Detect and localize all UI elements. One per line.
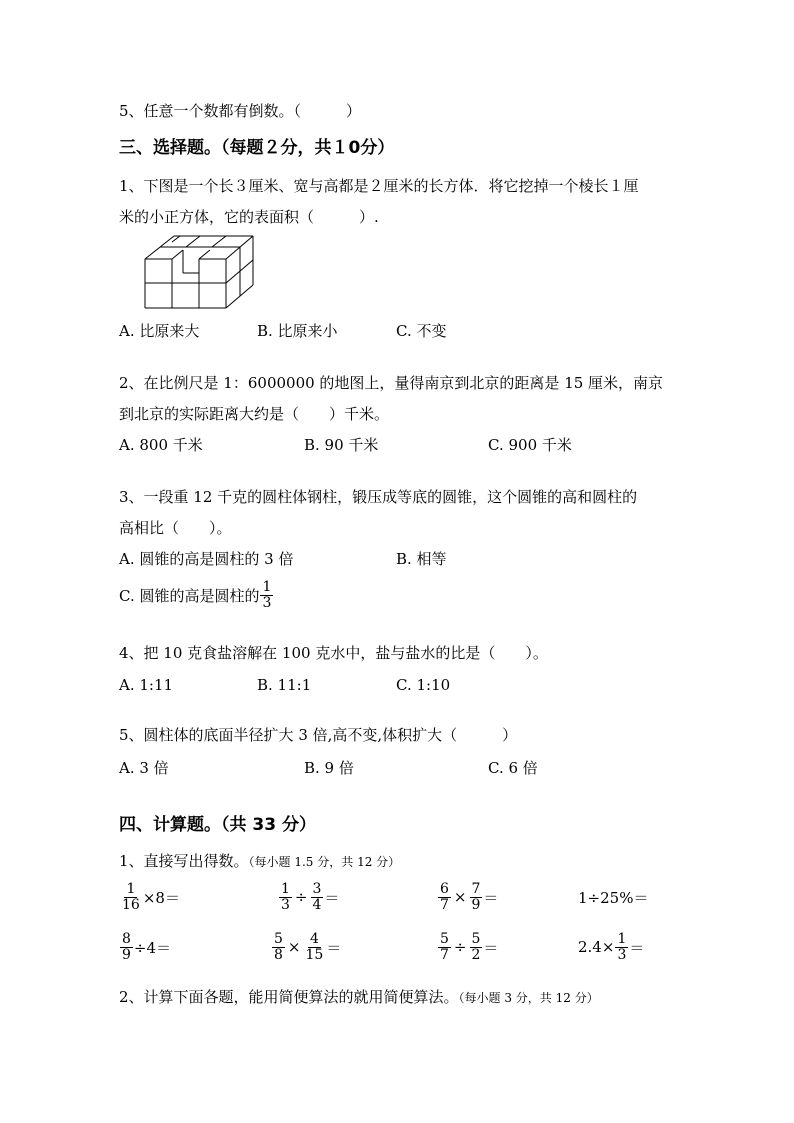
s3-q2-option-a: A. 800 千米 — [119, 436, 203, 454]
section-3-title: 三、选择题。（每题２分，共１0分） — [119, 138, 395, 158]
s3-q3-option-c — [119, 578, 274, 612]
fraction: $\frac{5}{7}$ — [440, 930, 449, 963]
section-4-title: 四、计算题。（共 33 分） — [119, 815, 316, 835]
s3-q1-line1: 1、下图是一个长３厘米、宽与高都是２厘米的长方体．将它挖掉一个棱长１厘 — [119, 177, 639, 195]
s3-q4-option-c: C. 1:10 — [396, 676, 451, 694]
s4-q1-note: （每小题 1.5 分，共 12 分） — [248, 855, 401, 869]
s3-q5-option-c: C. 6 倍 — [488, 759, 538, 777]
fraction: $\frac{1}{3}$ — [281, 880, 290, 913]
s3-q5-option-a: A. 3 倍 — [119, 759, 169, 777]
s4-q1-label: 1、直接写出得数。 — [119, 852, 249, 870]
expr-4: 1÷25%＝ — [578, 888, 649, 907]
s3-q4-option-a: A. 1:11 — [119, 676, 174, 694]
s3-q1-option-b: B. 比原来小 — [257, 322, 338, 340]
s3-q3-option-a: A. 圆锥的高是圆柱的 3 倍 — [119, 550, 294, 568]
s4-q1 — [119, 851, 400, 872]
fraction: $\frac{1}{3}$ — [262, 578, 272, 611]
expr-3: $\frac{6}{7}$ × $\frac{7}{9}$ ＝ — [440, 880, 499, 913]
s3-q1-option-a: A. 比原来大 — [119, 322, 200, 340]
s3-q3-option-b: B. 相等 — [396, 550, 447, 568]
fraction: $\frac{7}{9}$ — [471, 880, 481, 913]
expr-5: $\frac{8}{9}$ ÷4＝ — [122, 930, 172, 963]
cuboid-figure — [140, 232, 265, 312]
tf-question-5: 5、任意一个数都有倒数。（ ） — [119, 102, 362, 120]
fraction: $\frac{1}{3}$ — [617, 930, 627, 963]
fraction: $\frac{3}{4}$ — [312, 880, 322, 913]
fraction: $\frac{5}{8}$ — [274, 930, 283, 963]
s3-q4-line1: 4、把 10 克食盐溶解在 100 克水中，盐与盐水的比是（ ）。 — [119, 644, 548, 662]
fraction: $\frac{8}{9}$ — [122, 930, 131, 963]
expr-7: $\frac{5}{7}$ ÷ $\frac{5}{2}$ ＝ — [440, 930, 499, 963]
fraction: $\frac{1}{16}$ — [122, 880, 140, 913]
s3-q5-line1: 5、圆柱体的底面半径扩大 3 倍,高不变,体积扩大（ ） — [119, 726, 518, 744]
s3-q2-option-b: B. 90 千米 — [304, 436, 379, 454]
s3-q2-line1: 2、在比例尺是 1：6000000 的地图上，量得南京到北京的距离是 15 厘米，南京 — [119, 374, 664, 392]
s3-q3-line2: 高相比（ ）。 — [119, 519, 232, 537]
s3-q2-option-c: C. 900 千米 — [488, 436, 572, 454]
s4-q2-note: （每小题 3 分，共 12 分） — [458, 991, 599, 1005]
expr-8: 2.4× $\frac{1}{3}$ ＝ — [578, 930, 645, 963]
s3-q3-line1: 3、一段重 12 千克的圆柱体钢柱，锻压成等底的圆锥，这个圆锥的高和圆柱的 — [119, 488, 638, 506]
fraction: $\frac{5}{2}$ — [471, 930, 481, 963]
s3-q2-line2: 到北京的实际距离大约是（ ）千米。 — [119, 405, 390, 423]
s4-q2 — [119, 987, 599, 1008]
expr-2: $\frac{1}{3}$ ÷ $\frac{3}{4}$ ＝ — [281, 880, 340, 913]
s4-q2-label: 2、计算下面各题，能用简便算法的就用简便算法。 — [119, 988, 459, 1006]
s3-q5-option-b: B. 9 倍 — [304, 759, 354, 777]
s3-q1-line2: 米的小正方体，它的表面积（ ）. — [119, 208, 379, 226]
s3-q3-option-c-text: C. 圆锥的高是圆柱的 — [119, 586, 260, 605]
fraction: $\frac{4}{15}$ — [305, 930, 324, 963]
expr-6: $\frac{5}{8}$ × $\frac{4}{15}$ ＝ — [274, 930, 342, 963]
expr-1: $\frac{1}{16}$ ×8＝ — [122, 880, 180, 913]
fraction: $\frac{6}{7}$ — [440, 880, 449, 913]
s3-q1-option-c: C. 不变 — [396, 322, 447, 340]
s3-q4-option-b: B. 11:1 — [257, 676, 312, 694]
